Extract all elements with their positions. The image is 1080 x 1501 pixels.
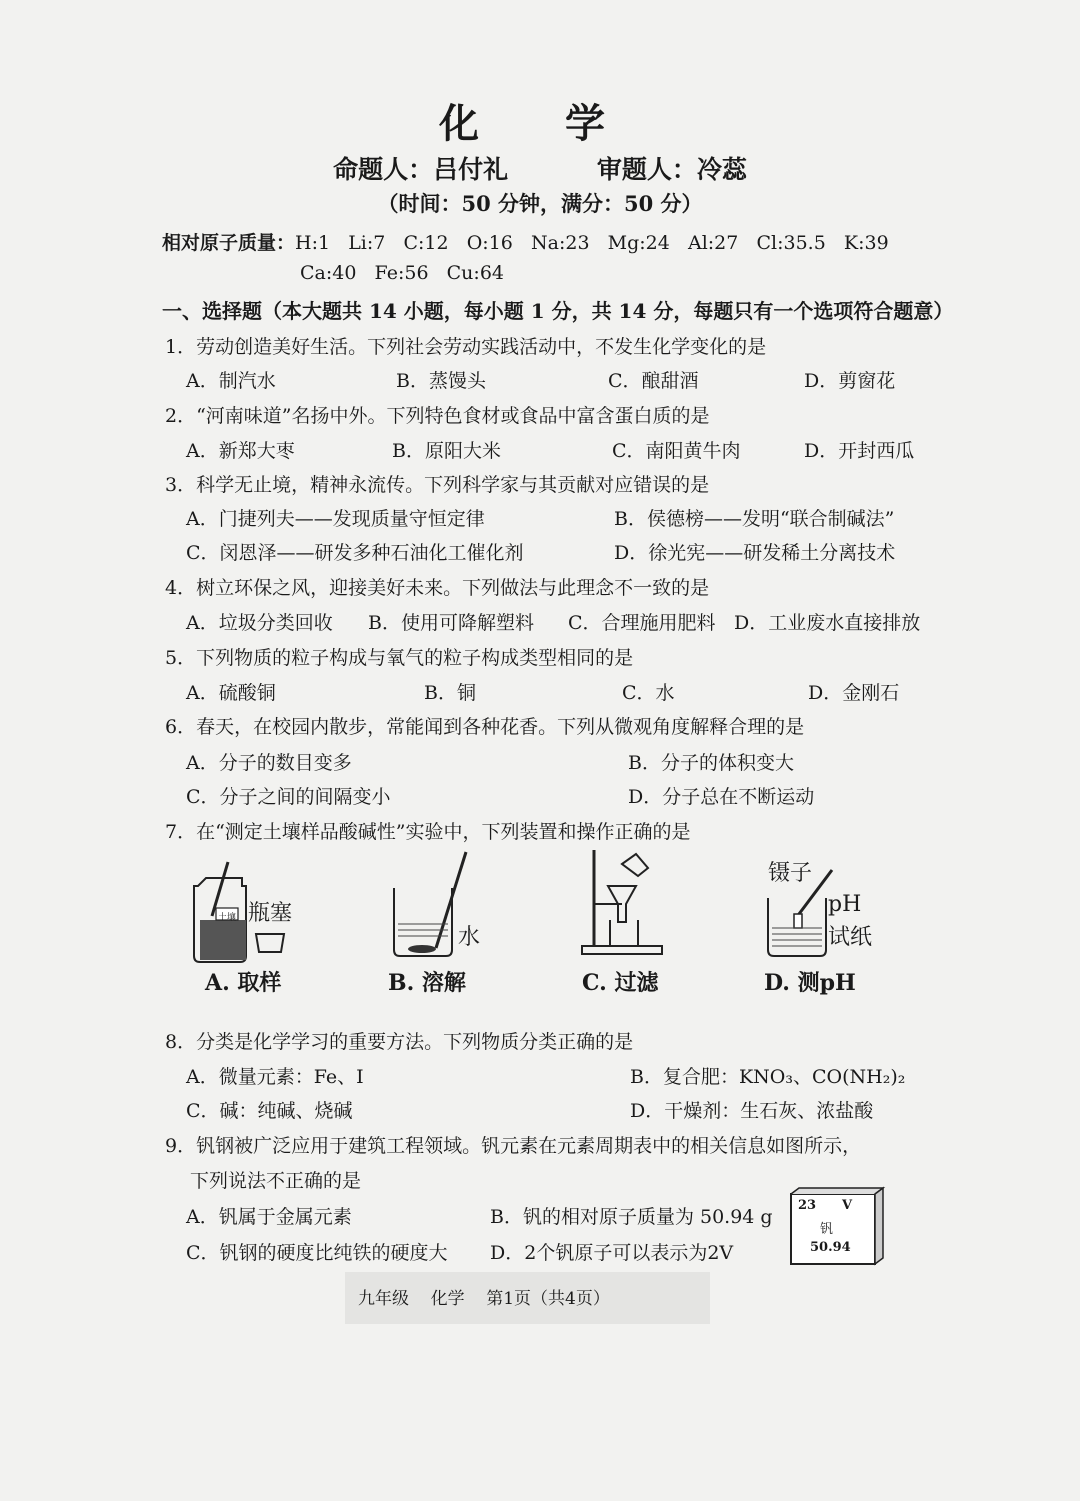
- option: B．侯德榜——发明“联合制碱法”: [614, 508, 895, 530]
- question-stem: 7．在“测定土壤样品酸碱性”实验中，下列装置和操作正确的是: [165, 821, 691, 843]
- atomic-mass-label: 相对原子质量：: [162, 232, 296, 254]
- figure-caption-d: D. 测pH: [764, 970, 856, 996]
- question-stem: 3．科学无止境，精神永流传。下列科学家与其贡献对应错误的是: [165, 474, 710, 496]
- filtration-figure: [578, 846, 668, 958]
- question-stem: 2．“河南味道”名扬中外。下列特色食材或食品中富含蛋白质的是: [165, 405, 710, 427]
- figure-caption-b: B. 溶解: [388, 970, 466, 996]
- atomic-mass: 50.94: [810, 1240, 851, 1255]
- question-stem: 1．劳动创造美好生活。下列社会劳动实践活动中，不发生化学变化的是: [165, 336, 767, 358]
- figure-caption-a: A. 取样: [205, 970, 282, 996]
- option: D．开封西瓜: [804, 440, 915, 462]
- option: B．钒的相对原子质量为 50.94 g: [490, 1206, 773, 1228]
- water-label: 水: [458, 925, 481, 950]
- page-footer: 九年级 化学 第1页（共4页）: [358, 1289, 610, 1309]
- option: D．金刚石: [808, 682, 900, 704]
- option: D．剪窗花: [804, 370, 896, 392]
- figure-caption-c: C. 过滤: [582, 970, 659, 996]
- option: D．2个钒原子可以表示为2V: [490, 1242, 734, 1264]
- option: C．钒钢的硬度比纯铁的硬度大: [186, 1242, 448, 1264]
- time-info: （时间：50 分钟，满分：50 分）: [377, 191, 703, 216]
- option: A．新郑大枣: [186, 440, 295, 462]
- periodic-table-cell: [790, 1188, 880, 1266]
- option: C．合理施用肥料: [568, 612, 716, 634]
- option: A．钒属于金属元素: [186, 1206, 352, 1228]
- option: B．铜: [424, 682, 476, 704]
- option: A．分子的数目变多: [186, 752, 352, 774]
- stopper-label: 瓶塞: [248, 901, 293, 926]
- element-name: 钒: [820, 1222, 834, 1237]
- author-line: [0, 150, 1080, 186]
- option: C．酿甜酒: [608, 370, 699, 392]
- jar-label: 土壤: [218, 913, 237, 923]
- option: A．硫酸铜: [186, 682, 276, 704]
- option: D．徐光宪——研发稀土分离技术: [614, 542, 896, 564]
- option: B．使用可降解塑料: [368, 612, 534, 634]
- tweezers-label: 镊子: [768, 861, 813, 886]
- question-stem: 8．分类是化学学习的重要方法。下列物质分类正确的是: [165, 1031, 634, 1053]
- test-paper-label: 试纸: [828, 925, 873, 950]
- option: B．原阳大米: [392, 440, 501, 462]
- page-title: 化 学: [439, 100, 641, 147]
- option: D．工业废水直接排放: [734, 612, 921, 634]
- option: B．分子的体积变大: [628, 752, 794, 774]
- option: C．碱：纯碱、烧碱: [186, 1100, 353, 1122]
- option: D．分子总在不断运动: [628, 786, 815, 808]
- element-symbol: V: [842, 1198, 853, 1213]
- question-stem-continued: 下列说法不正确的是: [190, 1170, 362, 1192]
- option: C．分子之间的间隔变小: [186, 786, 391, 808]
- question-stem: 6．春天，在校园内散步，常能闻到各种花香。下列从微观角度解释合理的是: [165, 716, 805, 738]
- option: D．干燥剂：生石灰、浓盐酸: [630, 1100, 874, 1122]
- atomic-mass-line-2: Ca:40 Fe:56 Cu:64: [300, 262, 504, 284]
- author: 命题人：吕付礼: [333, 155, 509, 184]
- option: A．垃圾分类回收: [186, 612, 333, 634]
- atomic-mass-line-1: [162, 228, 889, 255]
- question-stem: 4．树立环保之风，迎接美好未来。下列做法与此理念不一致的是: [165, 577, 710, 599]
- option: A．微量元素：Fe、I: [186, 1066, 364, 1088]
- option: C．水: [622, 682, 675, 704]
- ph-label: pH: [828, 892, 862, 917]
- reviewer: 审题人：冷蕊: [596, 155, 747, 184]
- option: C．闵恩泽——研发多种石油化工催化剂: [186, 542, 524, 564]
- option: B．蒸馒头: [396, 370, 486, 392]
- atomic-number: 23: [798, 1198, 817, 1213]
- atomic-mass-values-1: H:1 Li:7 C:12 O:16 Na:23 Mg:24 Al:27 Cl:35.5 K:39: [295, 232, 889, 254]
- section-heading: 一、选择题（本大题共 14 小题，每小题 1 分，共 14 分，每题只有一个选项符合题意）: [162, 299, 954, 323]
- question-stem: 9．钒钢被广泛应用于建筑工程领域。钒元素在元素周期表中的相关信息如图所示，: [165, 1135, 862, 1157]
- option: C．南阳黄牛肉: [612, 440, 741, 462]
- option: A．制汽水: [186, 370, 276, 392]
- option: B．复合肥：KNO₃、CO(NH₂)₂: [630, 1066, 906, 1088]
- question-stem: 5．下列物质的粒子构成与氧气的粒子构成类型相同的是: [165, 647, 634, 669]
- option: A．门捷列夫——发现质量守恒定律: [186, 508, 485, 530]
